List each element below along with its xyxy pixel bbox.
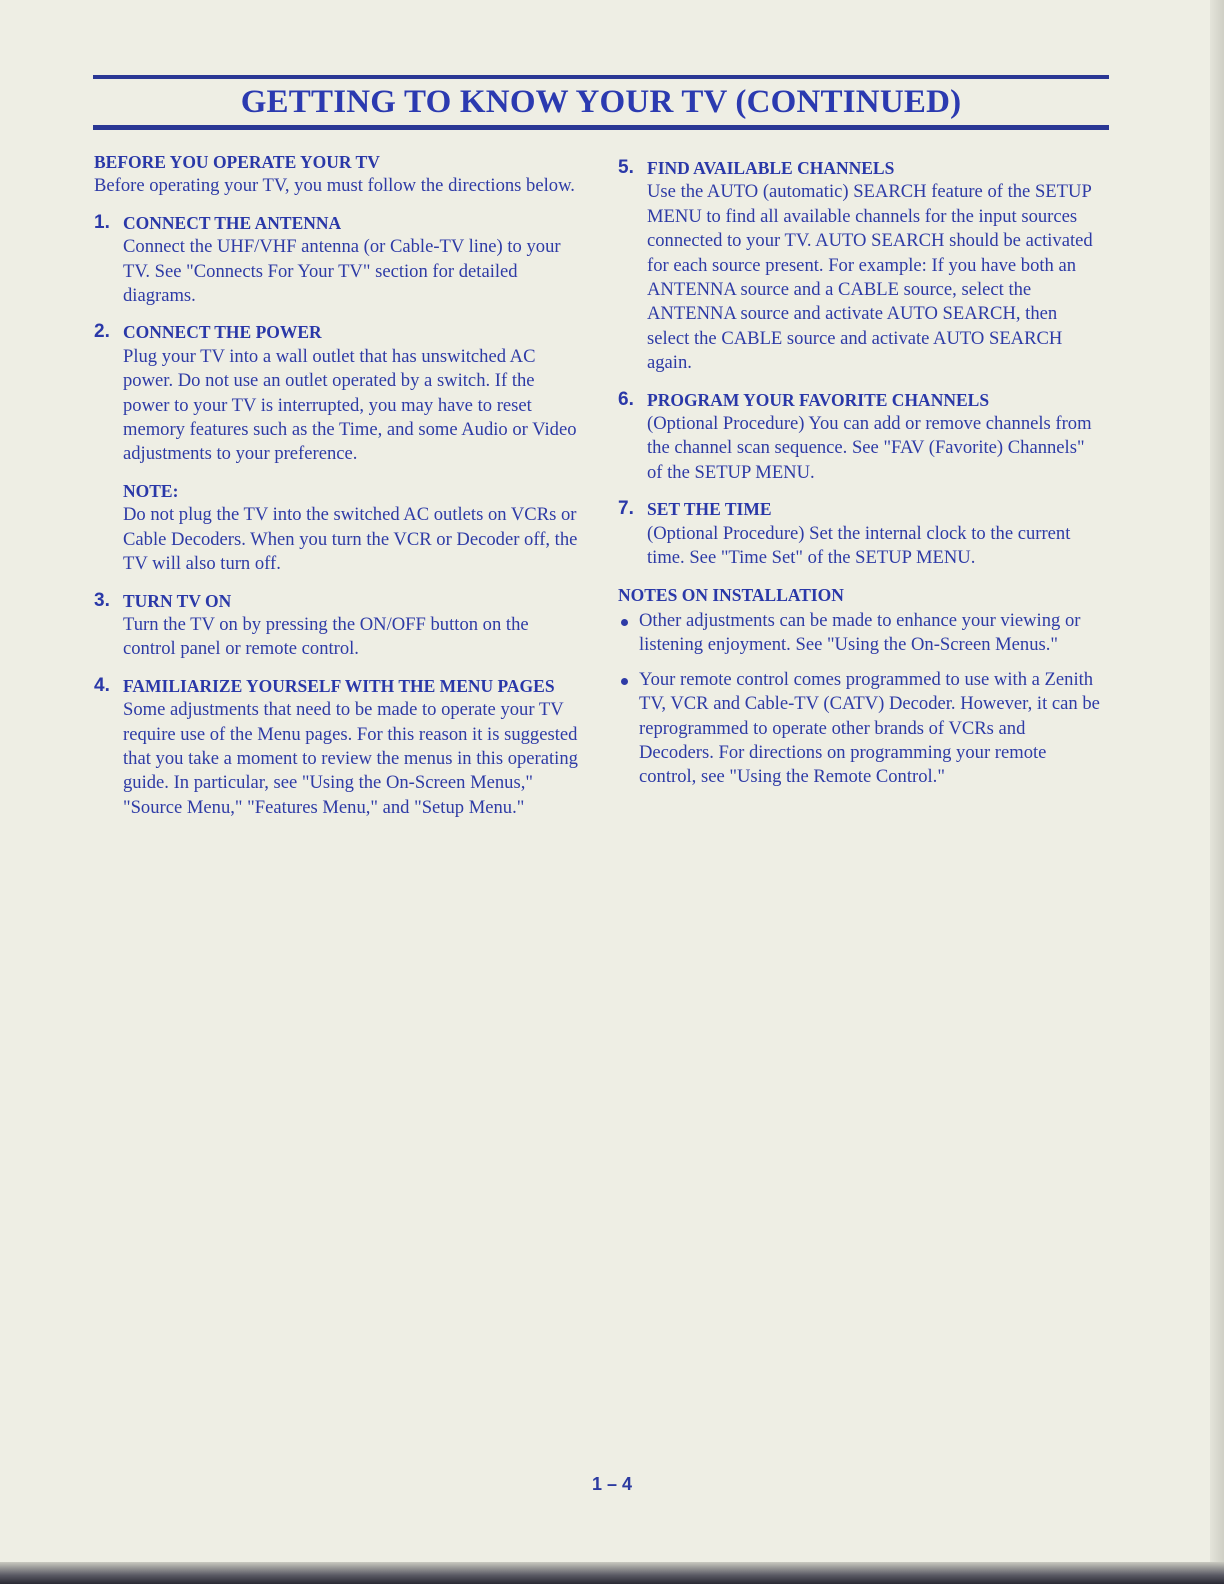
step-find-channels: [618, 156, 1103, 376]
note-text: Do not plug the TV into the switched AC outlets on VCRs or Cable Decoders. When you turn the VCR or Decoder off, the TV will also turn off.: [123, 504, 578, 575]
left-column: [94, 150, 584, 832]
step-connect-antenna: [94, 211, 584, 309]
bullet-icon: [621, 678, 628, 685]
step-text: (Optional Procedure) You can add or remove channels from the channel scan sequence. See "FAV (Favorite) Channels" of the SETUP MENU.: [647, 413, 1092, 483]
note-heading: NOTE:: [123, 480, 179, 501]
step-heading: PROGRAM YOUR FAVORITE CHANNELS: [647, 389, 990, 410]
notes-heading: NOTES ON INSTALLATION: [618, 584, 844, 605]
step-number: 5.: [618, 157, 634, 178]
bullet-text: Other adjustments can be made to enhance your viewing or listening enjoyment. See "Using the On-Screen Menus.": [639, 609, 1081, 656]
bullet-text: Your remote control comes programmed to use with a Zenith TV, VCR and Cable-TV (CATV) Decoder. However, it can be reprogrammed to operate other brands of VCRs and Decoders. For directions on programming your remote control, see "Using the Remote Control.": [639, 668, 1100, 788]
page-bottom-edge: [0, 1562, 1224, 1584]
step-text: Plug your TV into a wall outlet that has unswitched AC power. Do not use an outlet operated by a switch. If the power to your TV is interrupted, you may have to reset memory features such as the Time, and some Audio or Video adjustments to your preference.: [123, 345, 577, 465]
step-text: Connect the UHF/VHF antenna (or Cable-TV line) to your TV. See "Connects For Your TV" section for detailed diagrams.: [123, 236, 561, 307]
step-text: (Optional Procedure) Set the internal clock to the current time. See "Time Set" of the SETUP MENU.: [647, 522, 1071, 569]
bullet-icon: [621, 619, 628, 626]
step-number: 7.: [618, 498, 634, 520]
step-turn-tv-on: [94, 589, 584, 662]
step-number: 4.: [94, 674, 110, 696]
step-number: 6.: [618, 388, 634, 410]
page-number: 1 – 4: [591, 1474, 633, 1494]
step-number: 2.: [94, 321, 110, 343]
step-text: Some adjustments that need to be made to operate your TV require use of the Menu pages. For this reason it is suggested that you take a moment to review the menus in this operating guide. In particular, see "Using the On-Screen Menus," "Source Menu," "Features Menu," and "Setup Menu.": [123, 699, 578, 818]
step-heading: CONNECT THE ANTENNA: [123, 212, 342, 233]
page-title: GETTING TO KNOW YOUR TV (CONTINUED): [240, 84, 962, 120]
intro-text: Before operating your TV, you must follow the directions below.: [94, 175, 575, 197]
step-heading: FIND AVAILABLE CHANNELS: [647, 158, 895, 178]
step-number: 3.: [94, 589, 110, 611]
step-familiarize-menu: [94, 674, 584, 820]
step-heading: SET THE TIME: [647, 499, 772, 520]
step-text: Use the AUTO (automatic) SEARCH feature of the SETUP MENU to find all available channels for the input sources connected to your TV. AUTO SEARCH should be activated for each source present. For example: If you have both an ANTENNA source and a CABLE source, select the ANTENNA source and activate AUTO SEARCH, then select the CABLE source and activate AUTO SEARCH again.: [647, 181, 1093, 374]
step-text: Turn the TV on by pressing the ON/OFF button on the control panel or remote control.: [123, 613, 529, 660]
step-connect-power: [94, 320, 584, 576]
title-rule-bottom: [93, 125, 1109, 130]
step-heading: FAMILIARIZE YOURSELF WITH THE MENU PAGES: [123, 675, 555, 696]
step-set-time: [618, 497, 1103, 570]
notes-bullet: [618, 668, 1103, 790]
step-program-favorites: [618, 388, 1103, 486]
right-column: [618, 156, 1103, 800]
intro-heading: BEFORE YOU OPERATE YOUR TV: [94, 152, 380, 172]
notes-bullet: [618, 609, 1103, 658]
note-block: [123, 479, 584, 577]
step-number: 1.: [94, 211, 110, 233]
step-heading: TURN TV ON: [123, 590, 232, 611]
title-rule-top: [93, 75, 1109, 79]
step-heading: CONNECT THE POWER: [123, 322, 322, 343]
page-right-edge: [1210, 0, 1224, 1584]
